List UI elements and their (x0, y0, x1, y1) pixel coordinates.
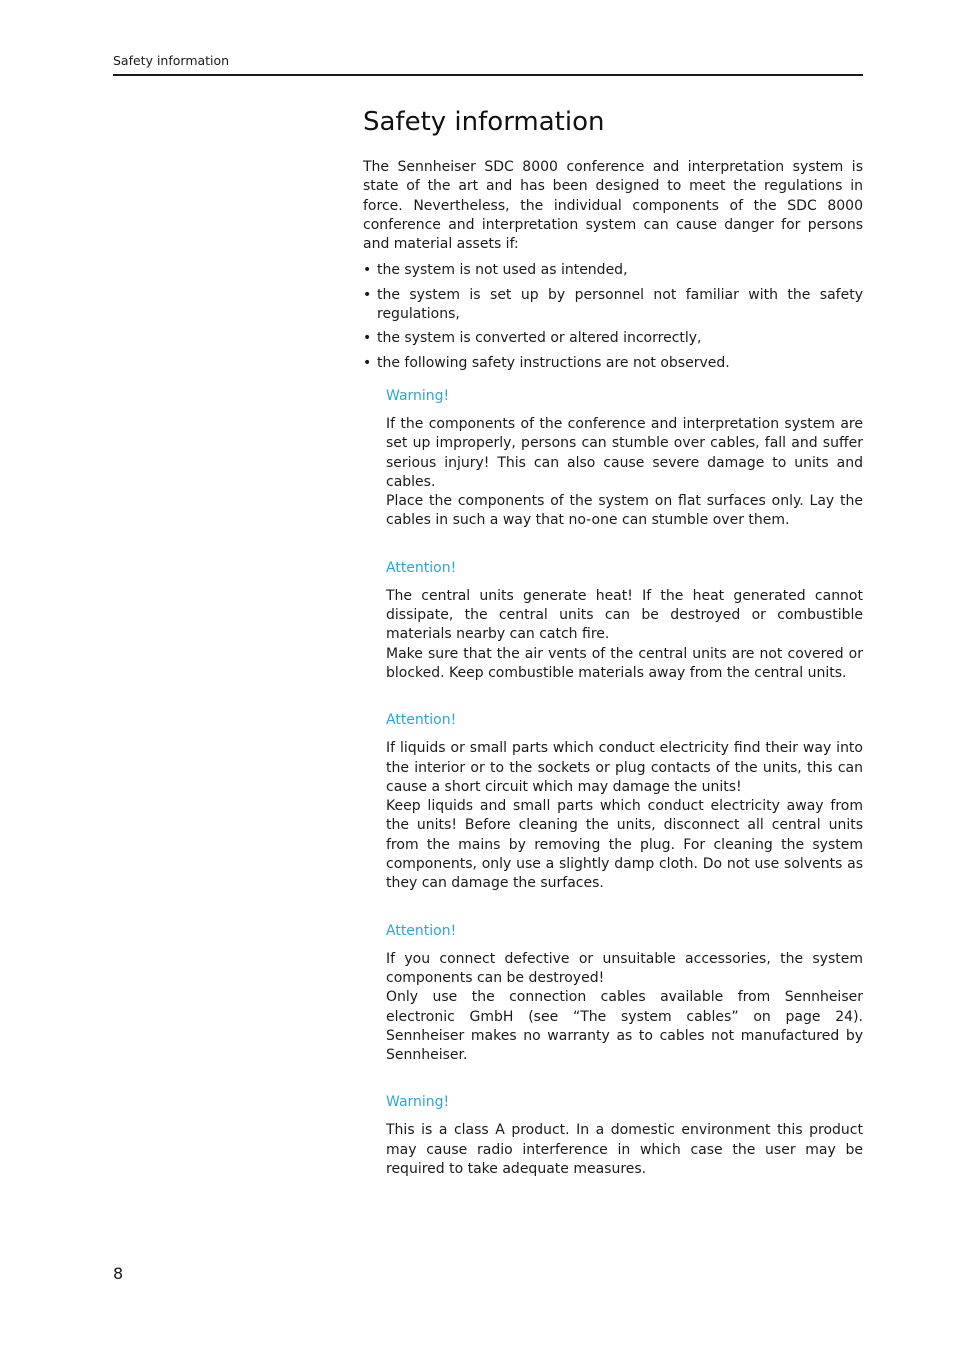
notice-title: Warning! (386, 1094, 450, 1111)
intro-paragraph: The Sennheiser SDC 8000 conference and interpretation system is state of the art and has been designed to meet the regulations in force. Nevertheless, the individual components of the SDC 8000 conference and interpretation system can cause danger for persons and material assets if: (363, 159, 863, 253)
notice-paragraph: Keep liquids and small parts which conduct electricity away from the units! Before cleaning the units, disconnect all central units from the mains by removing the plug. For cleaning the system components, only use a slightly damp cloth. Do not use solvents as they can damage the surfaces. (386, 798, 863, 892)
notice-paragraph: Make sure that the air vents of the central units are not covered or blocked. Keep combustible materials away from the central units. (386, 645, 863, 681)
condition-list (363, 261, 863, 372)
list-item: • the system is set up by personnel not familiar with the safety regulations, (363, 286, 863, 325)
notice-paragraph: The central units generate heat! If the heat generated cannot dissipate, the central units can be destroyed or combustible materials nearby can catch fire. (386, 587, 863, 643)
header-rule (113, 74, 863, 76)
notice-paragraph: If you connect defective or unsuitable accessories, the system components can be destroyed! (386, 950, 863, 986)
notice-paragraph: Only use the connection cables available from Sennheiser electronic GmbH (see “The system cables” on page 24). Sennheiser makes no warranty as to cables not manufactured by Sennheiser. (386, 989, 863, 1064)
notice-paragraph: If liquids or small parts which conduct electricity find their way into the interior or to the sockets or plug contacts of the units, this can cause a short circuit which may damage the units! (386, 740, 863, 795)
notice-attention-heat (386, 559, 863, 683)
notice-warning-cables (386, 387, 863, 531)
notice-title: Warning! (386, 387, 450, 404)
list-item: • the system is converted or altered incorrectly, (363, 329, 863, 348)
running-header: Safety information (113, 53, 230, 68)
notice-warning-class-a (386, 1093, 863, 1179)
notice-attention-accessories (386, 922, 863, 1066)
page-title: Safety information (363, 107, 605, 137)
notice-title: Attention! (386, 559, 457, 576)
notice-paragraph: If the components of the conference and interpretation system are set up improperly, persons can stumble over cables, fall and suffer serious injury! This can also cause severe damage to units and cables. (386, 415, 863, 490)
notice-title: Attention! (386, 922, 457, 939)
notice-paragraph: Place the components of the system on flat surfaces only. Lay the cables in such a way that no-one can stumble over them. (386, 493, 863, 529)
notice-title: Attention! (386, 712, 457, 729)
notice-paragraph: This is a class A product. In a domestic environment this product may cause radio interference in which case the user may be required to take adequate measures. (386, 1122, 863, 1177)
notice-attention-liquids (386, 711, 863, 893)
list-item: • the system is not used as intended, (363, 261, 863, 280)
list-item: • the following safety instructions are not observed. (363, 354, 863, 373)
page-number: 8 (113, 1264, 124, 1283)
main-content (363, 104, 863, 1207)
